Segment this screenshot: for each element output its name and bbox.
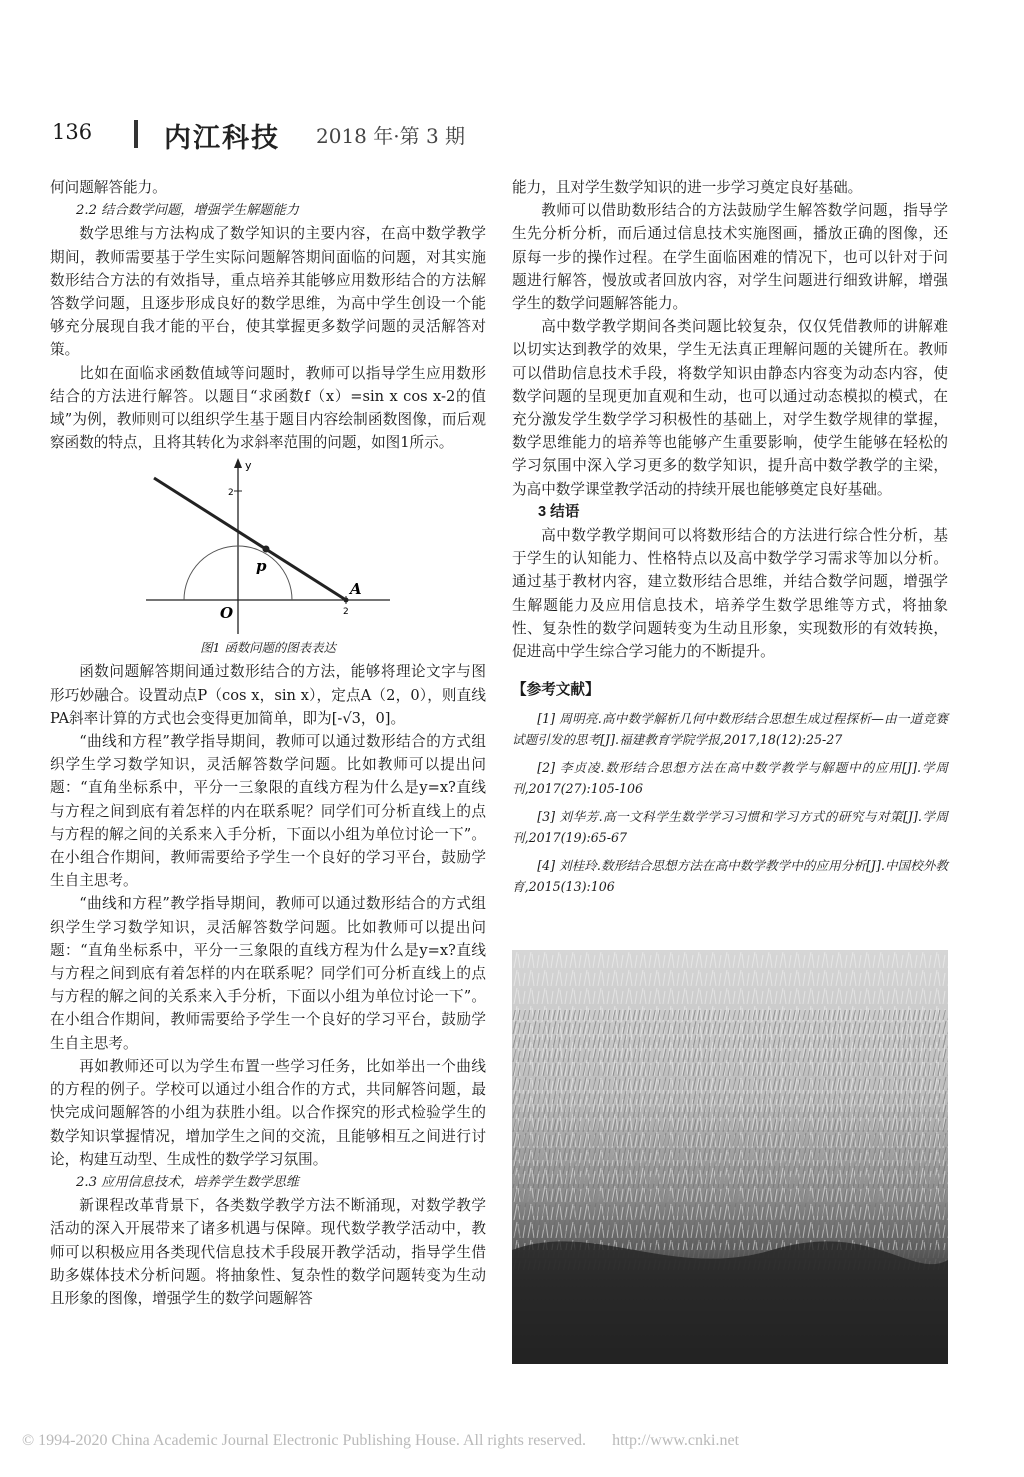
paragraph: 比如在面临求函数值域等问题时，教师可以指导学生应用数形结合的方法进行解答。以题目“求函数f（x）=sin x cos x-2的值域”为例，教师则可以组织学生基于题目内容绘制函数图像，而后观察函数的特点，且将其转化为求斜率范围的问题，如图1所示。: [50, 364, 486, 452]
y-axis-label: y: [245, 459, 252, 473]
reference-item: [4] 刘桂玲.数形结合思想方法在高中数学教学中的应用分析[J].中国校外教育,2015(13):106: [512, 858, 948, 895]
paragraph: 教师可以借助数形结合的方法鼓励学生解答数学问题，指导学生先分析分析，而后通过信息技术实施图画，播放正确的图像，还原每一步的操作过程。在学生面临困难的情况下，也可以针对于问题进行解答，慢放或者回放内容，对学生问题进行细致讲解，增强学生的数学问题解答能力。: [512, 202, 948, 313]
page-footer: [22, 1432, 1012, 1450]
paragraph: 函数问题解答期间通过数形结合的方法，能够将理论文字与图形巧妙融合。设置动点P（cos x，sin x），定点A（2，0），则直线PA斜率计算的方式也会变得更加简单，即为[-√3，0]。: [50, 663, 486, 727]
page-number: 136: [52, 120, 93, 144]
cnki-url[interactable]: http://www.cnki.net: [612, 1432, 740, 1449]
y-tick-label: 2: [228, 488, 234, 499]
reference-item: [2] 李贞凌.数形结合思想方法在高中数学教学与解题中的应用[J].学周刊,2017(27):105-106: [512, 760, 948, 797]
section-heading-3: 3 结语: [538, 503, 580, 520]
right-column: [512, 176, 948, 904]
point-p: [263, 546, 270, 553]
paragraph: 何问题解答能力。: [50, 179, 167, 196]
point-a: [344, 598, 349, 603]
paragraph: 数学思维与方法构成了数学知识的主要内容，在高中数学教学期间，教师需要基于学生实际问题解答期间面临的问题，对其实施数形结合方法的有效指导，重点培养其能够应用数形结合的方法解答数学问题，且逐步形成良好的数学思维，为高中学生创设一个能够充分展现自我才能的平台，使其掌握更多数学问题的灵活解答对策。: [50, 225, 486, 359]
paragraph: 再如教师还可以为学生布置一些学习任务，比如举出一个曲线的方程的例子。学校可以通过小组合作的方式，共同解答问题，最快完成问题解答的小组为获胜小组。以合作探究的形式检验学生的数学知识掌握情况，增加学生之间的交流，且能够相互之间进行讨论，构建互动型、生成性的数学学习氛围。: [50, 1057, 486, 1168]
y-axis-arrow: [234, 458, 242, 468]
x-tick-label: 2: [343, 607, 349, 618]
issue-label: 2018 年·第 3 期: [316, 124, 466, 148]
header-divider: [134, 120, 138, 148]
reference-item: [1] 周明亮.高中数学解析几何中数形结合思想生成过程探析—由一道竞赛试题引发的思考[J].福建教育学院学报,2017,18(12):25-27: [512, 711, 948, 748]
paragraph: 新课程改革背景下，各类数学教学方法不断涌现，对数学教学活动的深入开展带来了诸多机遇与保障。现代数学教学活动中，教师可以积极应用各类现代信息技术手段展开教学活动，指导学生借助多媒体技术分析问题。将抽象性、复杂性的数学问题转变为生动且形象的图像，增强学生的数学问题解答: [50, 1197, 486, 1307]
figure-1: [50, 456, 486, 638]
point-a-label: A: [350, 580, 362, 599]
paragraph: 高中数学教学期间可以将数形结合的方法进行综合性分析，基于学生的认知能力、性格特点以及高中数学学习需求等加以分析。通过基于教材内容，建立数形结合思维，并结合数学问题，增强学生解题能力及应用信息技术，培养学生数学思维等方式，将抽象性、复杂性的数学问题转变为生动且形象，实现数形的有效转换，促进高中学生综合学习能力的不断提升。: [512, 527, 948, 661]
left-column: [50, 176, 486, 1310]
paragraph: 能力，且对学生数学知识的进一步学习奠定良好基础。: [512, 179, 863, 196]
journal-logo: 内江科技: [164, 123, 280, 154]
point-p-label: p: [256, 557, 267, 576]
paragraph: “曲线和方程”教学指导期间，教师可以通过数形结合的方式组织学生学习数学知识，灵活解答数学问题。比如教师可以提出问题：“直角坐标系中，平分一三象限的直线方程为什么是y=x?直线与方程之间到底有着怎样的内在联系呢？同学们可分析直线上的点与方程的解之间的关系来入手分析，下面以小组为单位讨论一下”。在小组合作期间，教师需要给予学生一个良好的学习平台，鼓励学生自主思考。: [50, 895, 486, 1052]
references-title: 【参考文献】: [512, 682, 600, 699]
page-header: [40, 118, 1000, 152]
copyright-text: © 1994-2020 China Academic Journal Electronic Publishing House. All rights reserved.: [22, 1432, 587, 1449]
paragraph: 高中数学教学期间各类问题比较复杂，仅仅凭借教师的讲解难以切实达到教学的效果，学生无法真正理解问题的关键所在。教师可以借助信息技术手段，将数学知识由静态内容变为动态内容，使数学问题的呈现更加直观和生动，也可以通过动态模拟的模式，在充分激发学生数学学习积极性的基础上，对学生数学规律的掌握，数学思维能力的培养等也能够产生重要影响，使学生能够在轻松的学习氛围中深入学习更多的数学知识，提升高中数学教学的主梁，为高中数学课堂教学活动的持续开展也能够奠定良好基础。: [512, 318, 948, 498]
figure-caption: 图1 函数问题的图表表达: [200, 640, 336, 656]
paragraph: “曲线和方程”教学指导期间，教师可以通过数形结合的方式组织学生学习数学知识，灵活解答数学问题。比如教师可以提出问题：“直角坐标系中，平分一三象限的直线方程为什么是y=x?直线与方程之间到底有着怎样的内在联系呢？同学们可分析直线上的点与方程的解之间的关系来入手分析，下面以小组为单位讨论一下”。在小组合作期间，教师需要给予学生一个良好的学习平台，鼓励学生自主思考。: [50, 733, 486, 890]
line-pa: [154, 478, 346, 600]
section-heading-2-3: 2.3 应用信息技术，培养学生数学思维: [76, 1174, 299, 1190]
origin-label: O: [220, 604, 234, 623]
reference-item: [3] 刘华芳.高一文科学生数学学习习惯和学习方式的研究与对策[J].学周刊,2017(19):65-67: [512, 809, 948, 846]
function-graph: [140, 456, 400, 638]
section-heading-2-2: 2.2 结合数学问题，增强学生解题能力: [76, 203, 299, 219]
grass-photo: [512, 950, 948, 1364]
